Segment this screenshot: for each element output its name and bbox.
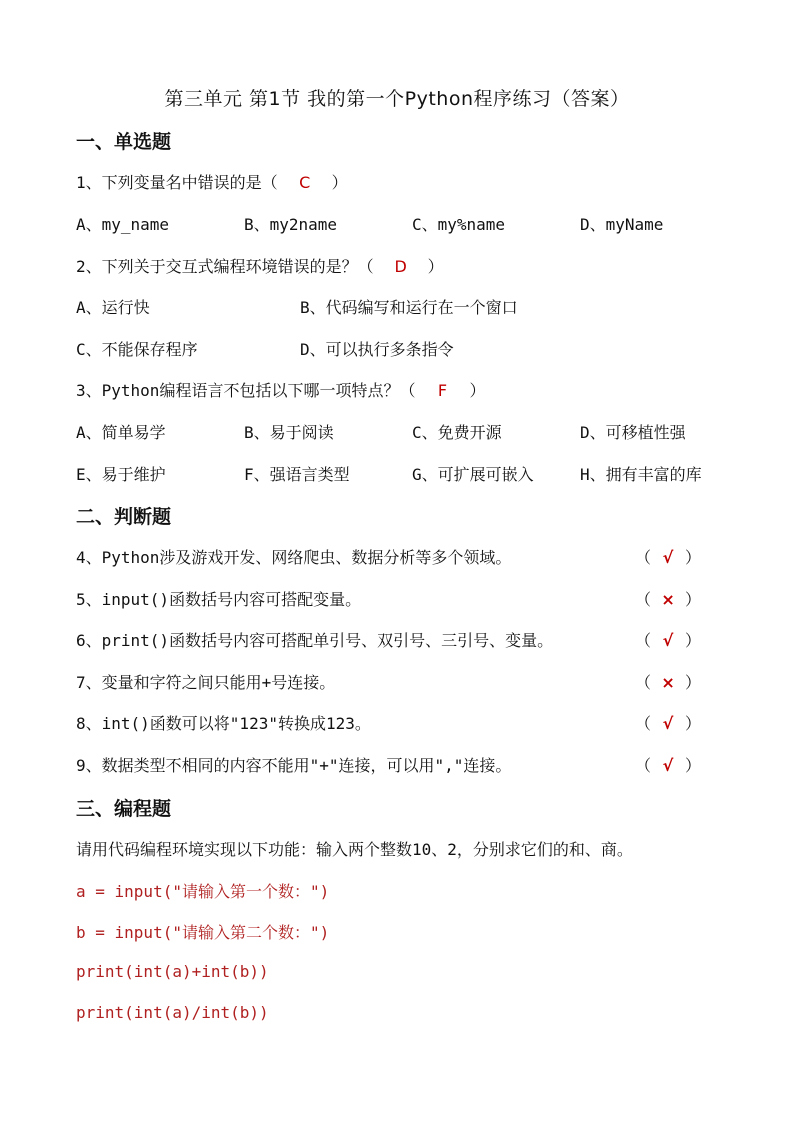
- paren-close: ）: [685, 631, 702, 650]
- tf-answer-7: [635, 670, 701, 693]
- tf-answer-8: [635, 711, 701, 734]
- paren-open: （: [635, 673, 652, 692]
- answer-value: F: [437, 381, 448, 400]
- tf-answer-4: [635, 545, 701, 568]
- option-c: C、不能保存程序: [76, 340, 198, 359]
- paren-close: ）: [685, 548, 702, 567]
- check-icon: √: [662, 631, 674, 650]
- option-d: D、可移植性强: [580, 423, 686, 442]
- paren-open: （: [635, 590, 652, 609]
- option-f: F、强语言类型: [244, 465, 350, 484]
- check-icon: √: [662, 756, 674, 775]
- question-3: [76, 378, 485, 401]
- check-icon: √: [662, 548, 674, 567]
- question-text: Python编程语言不包括以下哪一项特点？（: [101, 381, 416, 400]
- page-title: 第三单元 第1节 我的第一个Python程序练习（答案）: [164, 88, 630, 110]
- question-close-paren: ）: [469, 381, 486, 400]
- tf-question-8: 8、int()函数可以将"123"转换成123。: [76, 714, 371, 733]
- question-text: 下列关于交互式编程环境错误的是？（: [101, 257, 374, 276]
- tf-question-7: 7、变量和字符之间只能用+号连接。: [76, 673, 336, 692]
- question-close-paren: ）: [331, 173, 348, 192]
- question-text: 下列变量名中错误的是（: [101, 173, 278, 192]
- cross-icon: ×: [661, 673, 675, 692]
- option-a: A、简单易学: [76, 423, 166, 442]
- option-a: A、my_name: [76, 215, 170, 234]
- paren-close: ）: [685, 673, 702, 692]
- question-number: 1、: [76, 173, 102, 192]
- option-e: E、易于维护: [76, 465, 166, 484]
- tf-answer-9: [635, 753, 701, 776]
- option-b: B、my2name: [244, 215, 338, 234]
- tf-answer-6: [635, 628, 701, 651]
- question-number: 3、: [76, 381, 102, 400]
- tf-question-6: 6、print()函数括号内容可搭配单引号、双引号、三引号、变量。: [76, 631, 554, 650]
- section-heading-single-choice: 一、单选题: [76, 131, 172, 153]
- paren-open: （: [635, 548, 652, 567]
- answer-value: C: [299, 173, 311, 192]
- option-g: G、可扩展可嵌入: [412, 465, 534, 484]
- option-c: C、免费开源: [412, 423, 502, 442]
- option-c: C、my%name: [412, 215, 506, 234]
- section-heading-programming: 三、编程题: [76, 798, 172, 820]
- paren-close: ）: [685, 714, 702, 733]
- paren-open: （: [635, 714, 652, 733]
- tf-question-5: 5、input()函数括号内容可搭配变量。: [76, 590, 362, 609]
- section-heading-true-false: 二、判断题: [76, 506, 172, 528]
- code-line-3: print(int(a)+int(b)): [76, 962, 269, 981]
- question-1: [76, 170, 348, 193]
- paren-close: ）: [685, 590, 702, 609]
- option-h: H、拥有丰富的库: [580, 465, 702, 484]
- code-line-1: a = input("请输入第一个数："): [76, 882, 330, 901]
- cross-icon: ×: [661, 590, 675, 609]
- question-close-paren: ）: [427, 257, 444, 276]
- tf-question-4: 4、Python涉及游戏开发、网络爬虫、数据分析等多个领域。: [76, 548, 512, 567]
- code-line-4: print(int(a)/int(b)): [76, 1003, 269, 1022]
- option-d: D、可以执行多条指令: [300, 340, 454, 359]
- option-a: A、运行快: [76, 298, 150, 317]
- question-2: [76, 254, 444, 277]
- tf-question-9: 9、数据类型不相同的内容不能用"+"连接，可以用","连接。: [76, 756, 512, 775]
- paren-open: （: [635, 756, 652, 775]
- program-prompt: 请用代码编程环境实现以下功能：输入两个整数10、2，分别求它们的和、商。: [76, 840, 633, 859]
- answer-value: D: [394, 257, 407, 276]
- option-b: B、代码编写和运行在一个窗口: [300, 298, 518, 317]
- paren-close: ）: [685, 756, 702, 775]
- question-number: 2、: [76, 257, 102, 276]
- code-line-2: b = input("请输入第二个数："): [76, 923, 330, 942]
- paren-open: （: [635, 631, 652, 650]
- option-d: D、myName: [580, 215, 664, 234]
- check-icon: √: [662, 714, 674, 733]
- tf-answer-5: [635, 587, 701, 610]
- option-b: B、易于阅读: [244, 423, 334, 442]
